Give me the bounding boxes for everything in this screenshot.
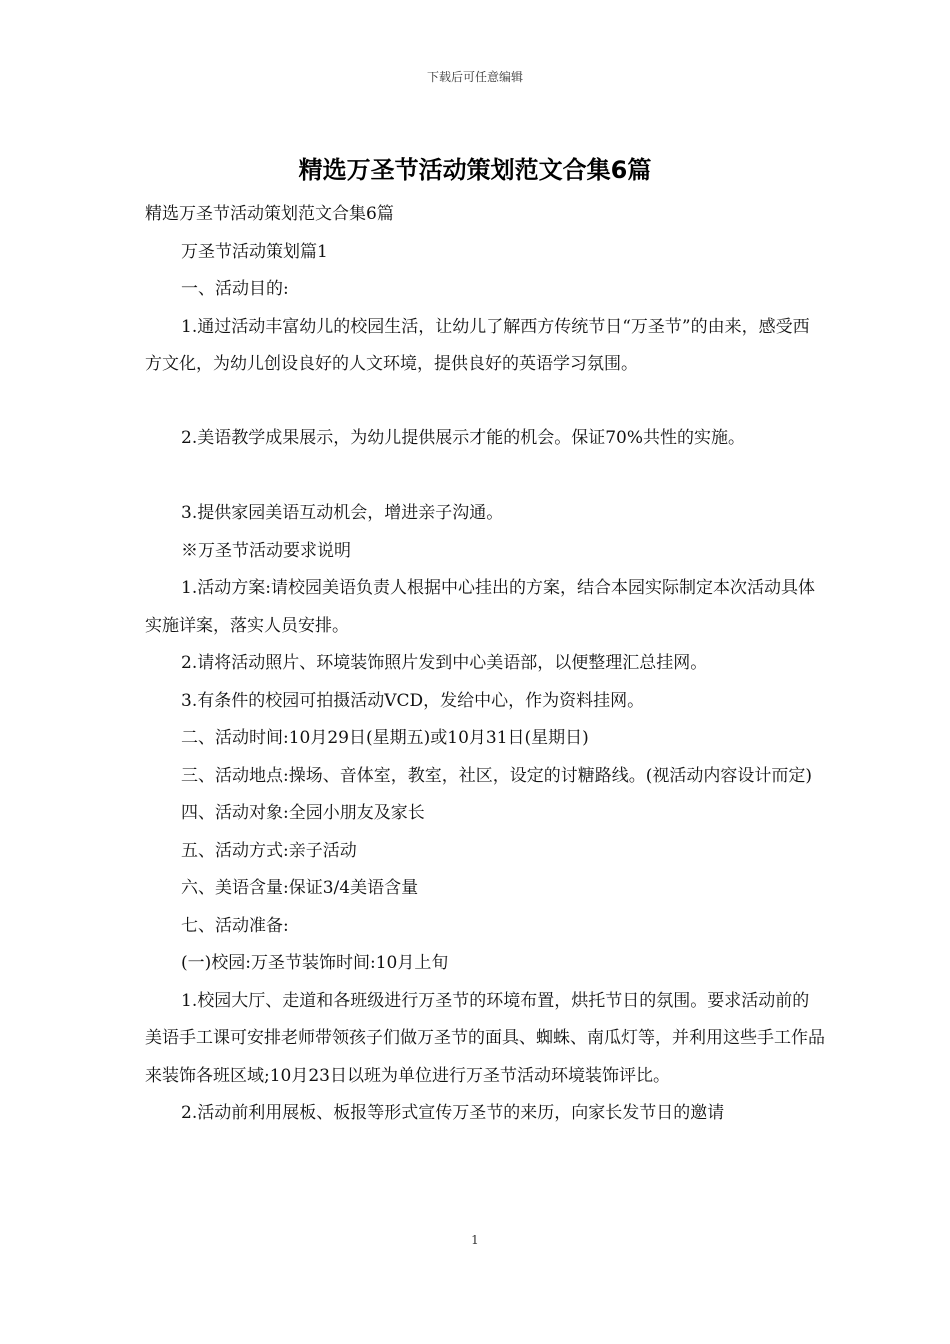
page-header-note: 下载后可任意编辑 [426,70,523,84]
paragraph-requirement-2: 2.请将活动照片、环境装饰照片发到中心美语部，以便整理汇总挂网。 [181,653,708,673]
paragraph-requirement-1: 1.活动方案:请校园美语负责人根据中心挂出的方案，结合本园实际制定本次活动具体实施详案，落实人员安排。 [145,578,815,636]
paragraph-requirements-heading: ※万圣节活动要求说明 [181,540,351,561]
paragraph-requirement-3: 3.有条件的校园可拍摄活动VCD，发给中心，作为资料挂网。 [181,690,645,711]
paragraph-english-content: 六、美语含量:保证3/4美语含量 [181,878,419,898]
paragraph-time: 二、活动时间:10月29日(星期五)或10月31日(星期日) [181,728,589,748]
paragraph-decoration-2: 2.活动前利用展板、板报等形式宣传万圣节的来历，向家长发节日的邀请 [181,1103,725,1123]
paragraph-location: 三、活动地点:操场、音体室，教室，社区，设定的讨糖路线。(视活动内容设计而定) [181,765,812,786]
paragraph-purpose-3: 3.提供家园美语互动机会，增进亲子沟通。 [181,503,504,523]
paragraph-method: 五、活动方式:亲子活动 [181,840,357,861]
paragraph-section-heading: 万圣节活动策划篇1 [181,241,328,262]
paragraph-school-decoration: (一)校园:万圣节装饰时间:10月上旬 [181,953,449,973]
paragraph-heading-purpose: 一、活动目的: [181,279,289,299]
paragraph-purpose-1: 1.通过活动丰富幼儿的校园生活，让幼儿了解西方传统节日“万圣节”的由来，感受西方文化，为幼儿创设良好的人文环境，提供良好的英语学习氛围。 [145,316,810,374]
document-body [145,196,825,1133]
paragraph-subtitle: 精选万圣节活动策划范文合集6篇 [145,204,394,224]
paragraph-preparation-heading: 七、活动准备: [181,915,289,936]
paragraph-audience: 四、活动对象:全园小朋友及家长 [181,803,425,823]
page-number: 1 [471,1233,479,1247]
paragraph-purpose-2: 2.美语教学成果展示，为幼儿提供展示才能的机会。保证70%共性的实施。 [181,427,746,448]
paragraph-decoration-1: 1.校园大厅、走道和各班级进行万圣节的环境布置，烘托节日的氛围。要求活动前的美语手工课可安排老师带领孩子们做万圣节的面具、蜘蛛、南瓜灯等，并利用这些手工作品来装饰各班区域;10月23日以班为单位进行万圣节活动环境装饰评比。 [145,990,825,1086]
document-title: 精选万圣节活动策划范文合集6篇 [298,156,652,184]
